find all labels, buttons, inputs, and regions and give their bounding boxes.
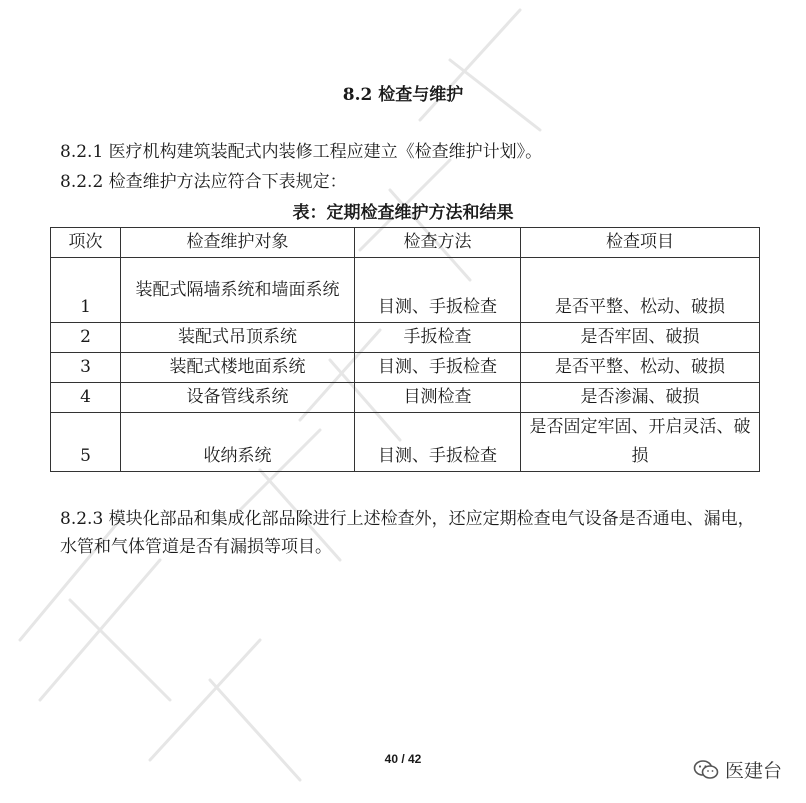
table-caption: 表：定期检查维护方法和结果 [292,203,514,223]
cell-method: 目测、手扳检查 [355,413,521,472]
cell-object: 装配式隔墙系统和墙面系统 [121,258,355,323]
paragraph-8-2-2: 8.2.2 检查维护方法应符合下表规定： [60,172,347,192]
section-title: 8.2 检查与维护 [342,85,464,105]
cell-method: 目测检查 [355,383,521,413]
table-row [51,323,760,353]
cell-item-no: 2 [51,323,121,353]
cell-object: 装配式吊顶系统 [121,323,355,353]
cell-check-item: 是否平整、松动、破损 [521,258,760,323]
header-object: 检查维护对象 [121,228,355,258]
cell-item-no: 3 [51,353,121,383]
table-row [51,258,760,323]
header-check-item: 检查项目 [521,228,760,258]
cell-object: 装配式楼地面系统 [121,353,355,383]
brand-badge[interactable] [693,756,782,783]
cell-item-no: 4 [51,383,121,413]
paragraph-8-2-3: 8.2.3 模块化部品和集成化部品除进行上述检查外，还应定期检查电气设备是否通电、漏电，水管和气体管道是否有漏损等项目。 [60,509,755,557]
cell-check-item: 是否固定牢固、开启灵活、破损 [521,413,760,472]
header-method: 检查方法 [355,228,521,258]
cell-method: 手扳检查 [355,323,521,353]
table-row [51,413,760,472]
cell-check-item: 是否牢固、破损 [521,323,760,353]
table-header-row [51,228,760,258]
cell-method: 目测、手扳检查 [355,353,521,383]
cell-check-item: 是否平整、松动、破损 [521,353,760,383]
cell-item-no: 5 [51,413,121,472]
brand-name: 医建台 [724,760,782,782]
cell-object: 设备管线系统 [121,383,355,413]
inspection-table [50,227,760,472]
paragraph-8-2-1: 8.2.1 医疗机构建筑装配式内装修工程应建立《检查维护计划》。 [60,142,543,162]
cell-method: 目测、手扳检查 [355,258,521,323]
table-row [51,353,760,383]
cell-check-item: 是否渗漏、破损 [521,383,760,413]
page-number: 40 / 42 [384,752,422,766]
wechat-icon [693,759,719,781]
header-item-no: 项次 [51,228,121,258]
cell-item-no: 1 [51,258,121,323]
table-row [51,383,760,413]
cell-object: 收纳系统 [121,413,355,472]
